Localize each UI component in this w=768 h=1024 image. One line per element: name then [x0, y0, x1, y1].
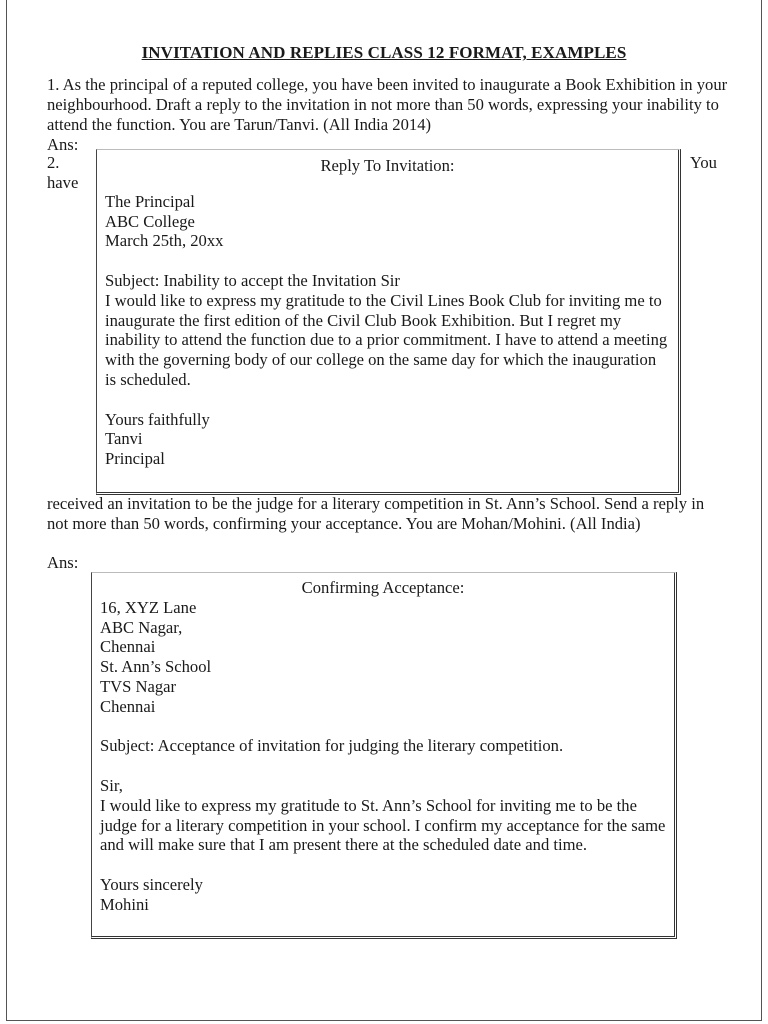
- address-line: Chennai: [100, 696, 156, 716]
- page-title: INVITATION AND REPLIES CLASS 12 FORMAT, EXAMPLES: [141, 43, 627, 62]
- question-2-number: 2.: [47, 153, 60, 172]
- acceptance-letter-heading: Confirming Acceptance:: [301, 578, 465, 597]
- date-line: March 25th, 20xx: [105, 231, 224, 251]
- signature-name: Mohini: [100, 894, 149, 914]
- address-line: The Principal: [105, 191, 195, 211]
- acceptance-letter-box: [91, 572, 677, 939]
- acceptance-letter-body: I would like to express my gratitude to St. Ann’s School for inviting me to be the judge for a literary competition in your school. I confirm my acceptance for the same and will make sure that I am present there at the scheduled date and time.: [100, 795, 666, 855]
- address-line: 16, XYZ Lane: [100, 597, 197, 617]
- question-1-text: 1. As the principal of a reputed college, you have been invited to inaugurate a Book Exhibition in your neighbourhood. Draft a reply to the invitation in not more than 50 words, expressing your inability to attend the function. You are Tarun/Tanvi. (All India 2014): [47, 75, 728, 134]
- reply-letter-subject: Subject: Inability to accept the Invitation Sir: [105, 270, 400, 290]
- address-line: Chennai: [100, 637, 156, 657]
- question-2-word-have: have: [47, 173, 79, 192]
- answer-1-label: Ans:: [47, 135, 79, 154]
- reply-letter-body: I would like to express my gratitude to the Civil Lines Book Club for inviting me to inaugurate the first edition of the Civil Club Book Exhibition. But I regret my inability to attend the function due to a prior commitment. I have to attend a meeting with the governing body of our college on the same day for which the inauguration is scheduled.: [105, 290, 668, 389]
- signature-title: Principal: [105, 449, 165, 469]
- question-2-word-you: You: [690, 153, 717, 172]
- question-2-text: received an invitation to be the judge for a literary competition in St. Ann’s School. Send a reply in not more than 50 words, confirming your acceptance. You are Mohan/Mohini. (All India): [47, 494, 705, 533]
- address-line: TVS Nagar: [100, 676, 177, 696]
- reply-letter-heading: Reply To Invitation:: [320, 156, 455, 175]
- acceptance-letter-salutation: Sir,: [100, 775, 123, 795]
- address-line: ABC College: [105, 211, 195, 231]
- closing-line: Yours sincerely: [100, 874, 203, 894]
- acceptance-letter-address: [100, 598, 666, 717]
- acceptance-letter-subject: Subject: Acceptance of invitation for judging the literary competition.: [100, 736, 564, 756]
- reply-letter-address: [105, 192, 670, 251]
- reply-letter-closing: [105, 410, 670, 469]
- address-line: ABC Nagar,: [100, 617, 183, 637]
- signature-name: Tanvi: [105, 429, 143, 449]
- closing-line: Yours faithfully: [105, 409, 210, 429]
- reply-letter-box: [96, 149, 681, 495]
- answer-2-label: Ans:: [47, 553, 79, 572]
- address-line: St. Ann’s School: [100, 657, 212, 677]
- acceptance-letter-closing: [100, 875, 666, 915]
